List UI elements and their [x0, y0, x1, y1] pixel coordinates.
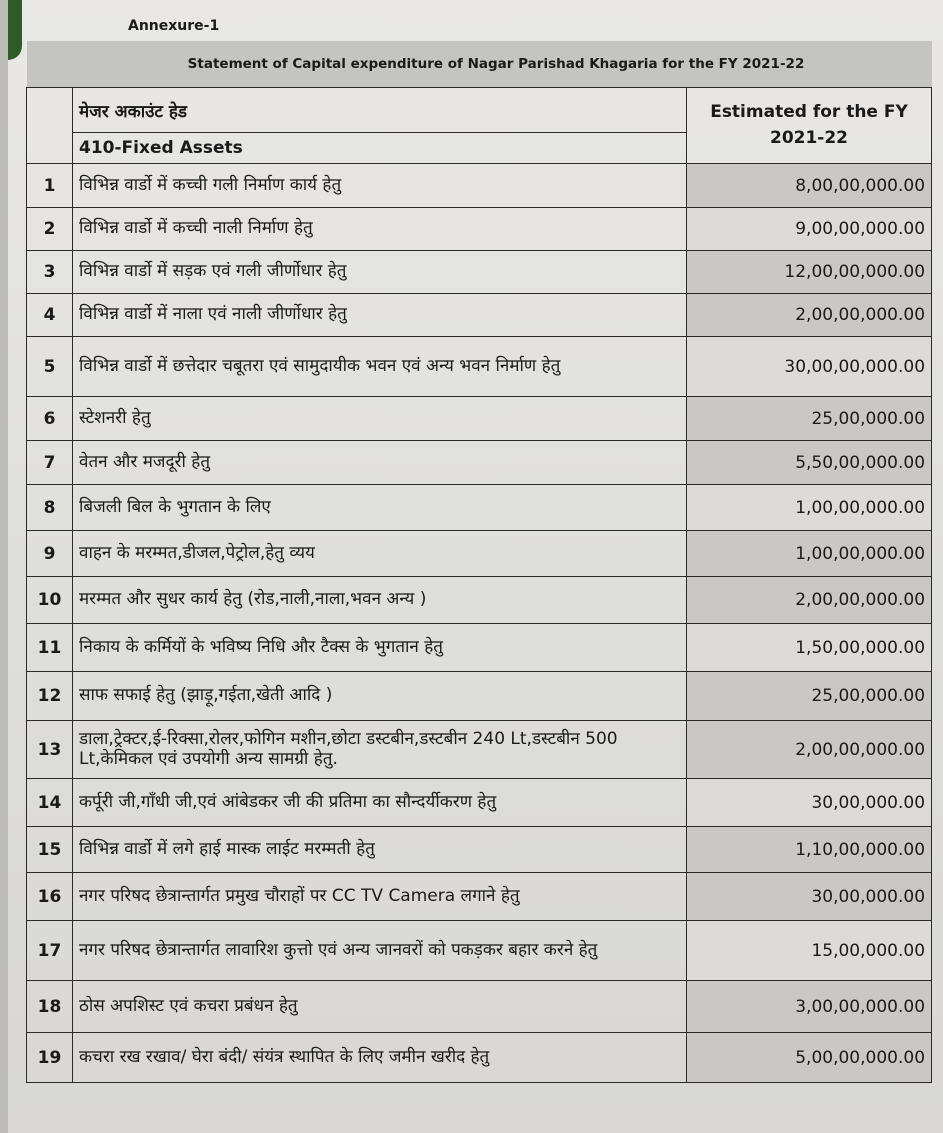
table-row — [27, 397, 932, 441]
table-row — [27, 531, 932, 577]
table-row — [27, 981, 932, 1033]
row-amount: 25,00,000.00 — [687, 672, 932, 721]
row-amount: 5,50,00,000.00 — [687, 441, 932, 485]
row-description: डाला,ट्रेक्टर,ई-रिक्सा,रोलर,फोगिन मशीन,छोटा डस्टबीन,डस्टबीन 240 Lt,डस्टबीन 500 Lt,केमिकल एवं उपयोगी अन्य सामग्री हेतु. — [73, 721, 687, 779]
row-description: बिजली बिल के भुगतान के लिए — [73, 485, 687, 531]
row-number: 11 — [27, 624, 73, 672]
row-description: स्टेशनरी हेतु — [73, 397, 687, 441]
row-number: 17 — [27, 921, 73, 981]
row-number: 7 — [27, 441, 73, 485]
row-amount: 5,00,00,000.00 — [687, 1033, 932, 1083]
header-row — [27, 88, 932, 133]
row-description: मरम्मत और सुधर कार्य हेतु (रोड,नाली,नाला,भवन अन्य ) — [73, 577, 687, 624]
row-description: विभिन्न वार्डो में लगे हाई मास्क लाईट मरम्मती हेतु — [73, 827, 687, 873]
table-row — [27, 251, 932, 294]
row-number: 8 — [27, 485, 73, 531]
row-amount: 30,00,000.00 — [687, 779, 932, 827]
document-title: Statement of Capital expenditure of Nagar Parishad Khagaria for the FY 2021-22 — [27, 41, 932, 88]
row-number: 13 — [27, 721, 73, 779]
table-row — [27, 921, 932, 981]
row-description: वेतन और मजदूरी हेतु — [73, 441, 687, 485]
row-number: 14 — [27, 779, 73, 827]
row-amount: 1,00,00,000.00 — [687, 485, 932, 531]
title-row — [27, 41, 932, 88]
row-number: 5 — [27, 337, 73, 397]
row-number: 9 — [27, 531, 73, 577]
row-number: 12 — [27, 672, 73, 721]
table-row — [27, 827, 932, 873]
row-amount: 9,00,00,000.00 — [687, 208, 932, 251]
row-description: विभिन्न वार्डो में छत्तेदार चबूतरा एवं सामुदायीक भवन एवं अन्य भवन निर्माण हेतु — [73, 337, 687, 397]
table-row — [27, 337, 932, 397]
row-description: विभिन्न वार्डो में कच्ची गली निर्माण कार्य हेतु — [73, 164, 687, 208]
estimated-header: Estimated for the FY 2021-22 — [687, 88, 932, 164]
row-number: 16 — [27, 873, 73, 921]
row-amount: 1,50,00,000.00 — [687, 624, 932, 672]
table-row — [27, 779, 932, 827]
fixed-assets-head: 410-Fixed Assets — [73, 133, 687, 164]
row-description: नगर परिषद छेत्रान्तार्गत प्रमुख चौराहों पर CC TV Camera लगाने हेतु — [73, 873, 687, 921]
row-amount: 15,00,000.00 — [687, 921, 932, 981]
row-description: नगर परिषद छेत्रान्तार्गत लावारिश कुत्तो एवं अन्य जानवरों को पकड़कर बहार करने हेतु — [73, 921, 687, 981]
table-row — [27, 577, 932, 624]
row-amount: 12,00,00,000.00 — [687, 251, 932, 294]
row-number: 10 — [27, 577, 73, 624]
leaf-decoration — [8, 0, 22, 60]
major-account-head: मेजर अकाउंट हेड — [73, 88, 687, 133]
row-description: ठोस अपशिस्ट एवं कचरा प्रबंधन हेतु — [73, 981, 687, 1033]
row-amount: 3,00,00,000.00 — [687, 981, 932, 1033]
header-number-cell — [27, 88, 73, 164]
table-row — [27, 441, 932, 485]
document-sheet — [8, 0, 943, 1133]
row-amount: 8,00,00,000.00 — [687, 164, 932, 208]
row-amount: 30,00,00,000.00 — [687, 337, 932, 397]
row-amount: 1,00,00,000.00 — [687, 531, 932, 577]
table-row — [27, 873, 932, 921]
row-description: निकाय के कर्मियों के भविष्य निधि और टैक्स के भुगतान हेतु — [73, 624, 687, 672]
row-description: विभिन्न वार्डो में सड़क एवं गली जीर्णोधार हेतु — [73, 251, 687, 294]
row-number: 18 — [27, 981, 73, 1033]
row-amount: 30,00,000.00 — [687, 873, 932, 921]
table-row — [27, 721, 932, 779]
row-number: 1 — [27, 164, 73, 208]
row-amount: 2,00,00,000.00 — [687, 721, 932, 779]
row-number: 19 — [27, 1033, 73, 1083]
row-amount: 2,00,00,000.00 — [687, 577, 932, 624]
row-number: 3 — [27, 251, 73, 294]
annexure-label: Annexure-1 — [128, 18, 220, 34]
row-amount: 1,10,00,000.00 — [687, 827, 932, 873]
row-description: वाहन के मरम्मत,डीजल,पेट्रोल,हेतु व्यय — [73, 531, 687, 577]
row-number: 4 — [27, 294, 73, 337]
table-row — [27, 164, 932, 208]
row-description: साफ सफाई हेतु (झाड़ू,गईता,खेती आदि ) — [73, 672, 687, 721]
row-amount: 2,00,00,000.00 — [687, 294, 932, 337]
row-description: कर्पूरी जी,गाँधी जी,एवं आंबेडकर जी की प्रतिमा का सौन्दर्यीकरण हेतु — [73, 779, 687, 827]
row-description: विभिन्न वार्डो में कच्ची नाली निर्माण हेतु — [73, 208, 687, 251]
row-number: 2 — [27, 208, 73, 251]
table-row — [27, 208, 932, 251]
table-row — [27, 672, 932, 721]
row-number: 15 — [27, 827, 73, 873]
expenditure-table — [26, 40, 932, 1083]
row-description: विभिन्न वार्डो में नाला एवं नाली जीर्णोधार हेतु — [73, 294, 687, 337]
table-row — [27, 485, 932, 531]
table-row — [27, 624, 932, 672]
row-description: कचरा रख रखाव/ घेरा बंदी/ संयंत्र स्थापित के लिए जमीन खरीद हेतु — [73, 1033, 687, 1083]
row-amount: 25,00,000.00 — [687, 397, 932, 441]
table-row — [27, 1033, 932, 1083]
table-row — [27, 294, 932, 337]
row-number: 6 — [27, 397, 73, 441]
